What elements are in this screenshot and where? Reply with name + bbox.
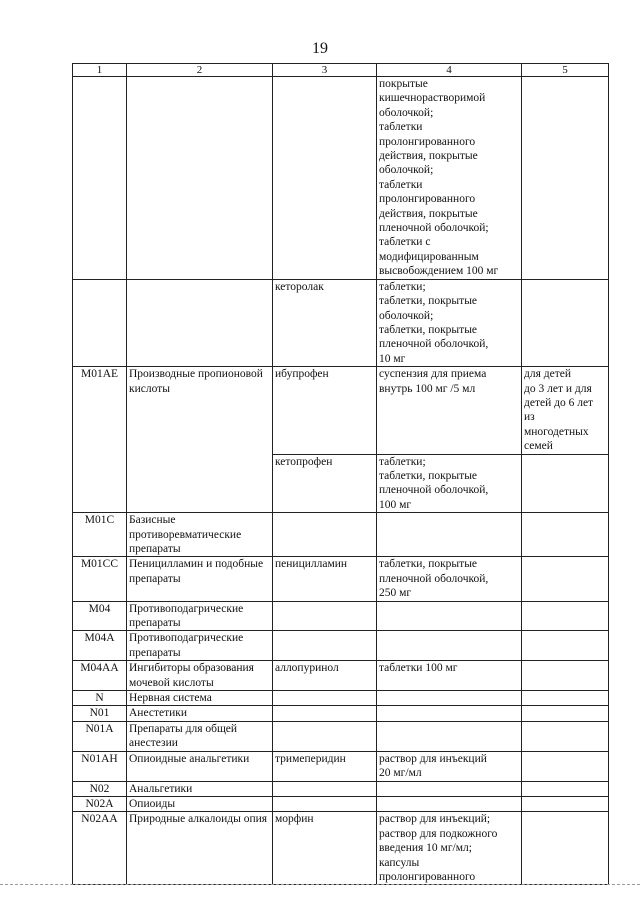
dosage-form-cell: раствор для инъекций; раствор для подкожного введения 10 мг/мл; капсулы пролонгированного xyxy=(377,812,522,885)
table-row xyxy=(73,796,609,811)
note-cell xyxy=(522,751,609,781)
dosage-form-cell xyxy=(377,691,522,706)
atc-code-cell: N02 xyxy=(73,781,127,796)
note-cell xyxy=(522,601,609,631)
table-row xyxy=(73,691,609,706)
table-row xyxy=(73,77,609,280)
group-name-cell: Анальгетики xyxy=(127,781,273,796)
group-name-cell: Опиоиды xyxy=(127,796,273,811)
note-cell xyxy=(522,781,609,796)
atc-code-cell: N01 xyxy=(73,706,127,721)
table-row xyxy=(73,706,609,721)
table-row xyxy=(73,367,609,454)
atc-code-cell: N xyxy=(73,691,127,706)
atc-code-cell: N02A xyxy=(73,796,127,811)
note-cell xyxy=(522,661,609,691)
group-name-cell: Препараты для общей анестезии xyxy=(127,721,273,751)
group-name-cell: Противоподагрические препараты xyxy=(127,601,273,631)
atc-code-cell: М04АА xyxy=(73,661,127,691)
note-cell xyxy=(522,721,609,751)
dosage-form-cell: таблетки 100 мг xyxy=(377,661,522,691)
note-cell xyxy=(522,454,609,513)
dosage-form-cell: суспензия для приема внутрь 100 мг /5 мл xyxy=(377,367,522,454)
table-row xyxy=(73,279,609,366)
table-row xyxy=(73,661,609,691)
note-cell xyxy=(522,513,609,557)
scan-edge-line xyxy=(0,884,640,886)
table-row xyxy=(73,557,609,601)
drug-name-cell xyxy=(273,691,377,706)
drug-table xyxy=(72,63,609,885)
drug-name-cell xyxy=(273,796,377,811)
note-cell xyxy=(522,279,609,366)
drug-name-cell: кетопрофен xyxy=(273,454,377,513)
group-name-cell xyxy=(127,279,273,366)
group-name-cell: Анестетики xyxy=(127,706,273,721)
drug-name-cell: кеторолак xyxy=(273,279,377,366)
group-name-cell xyxy=(127,77,273,280)
drug-name-cell xyxy=(273,721,377,751)
table-row xyxy=(73,513,609,557)
group-name-cell: Противоподагрические препараты xyxy=(127,631,273,661)
dosage-form-cell xyxy=(377,706,522,721)
drug-name-cell xyxy=(273,77,377,280)
drug-name-cell xyxy=(273,781,377,796)
drug-name-cell: морфин xyxy=(273,812,377,885)
note-cell xyxy=(522,77,609,280)
atc-code-cell: М01СС xyxy=(73,557,127,601)
drug-name-cell xyxy=(273,601,377,631)
dosage-form-cell xyxy=(377,601,522,631)
atc-code-cell xyxy=(73,77,127,280)
group-name-cell: Базисные противоревматические препараты xyxy=(127,513,273,557)
dosage-form-cell xyxy=(377,513,522,557)
note-cell xyxy=(522,706,609,721)
table-row xyxy=(73,721,609,751)
group-name-cell: Пеницилламин и подобные препараты xyxy=(127,557,273,601)
dosage-form-cell: покрытые кишечнорастворимой оболочкой; таблетки пролонгированного действия, покрытые оболочкой; таблетки пролонгированного действия, покрытые пленочной оболочкой; таблетки с модифицированным высвобождением 100 мг xyxy=(377,77,522,280)
group-name-cell: Ингибиторы образования мочевой кислоты xyxy=(127,661,273,691)
drug-name-cell: аллопуринол xyxy=(273,661,377,691)
table-row xyxy=(73,781,609,796)
dosage-form-cell xyxy=(377,781,522,796)
group-name-cell: Опиоидные анальгетики xyxy=(127,751,273,781)
dosage-form-cell: раствор для инъекций 20 мг/мл xyxy=(377,751,522,781)
column-header: 5 xyxy=(522,64,609,77)
atc-code-cell: М04 xyxy=(73,601,127,631)
dosage-form-cell xyxy=(377,721,522,751)
atc-code-cell: М01АЕ xyxy=(73,367,127,513)
atc-code-cell xyxy=(73,279,127,366)
note-cell xyxy=(522,557,609,601)
page-number: 19 xyxy=(312,40,328,57)
group-name-cell: Природные алкалоиды опия xyxy=(127,812,273,885)
atc-code-cell: N01A xyxy=(73,721,127,751)
drug-name-cell: тримеперидин xyxy=(273,751,377,781)
column-header: 2 xyxy=(127,64,273,77)
note-cell xyxy=(522,631,609,661)
dosage-form-cell: таблетки, покрытые пленочной оболочкой, 250 мг xyxy=(377,557,522,601)
column-header: 4 xyxy=(377,64,522,77)
dosage-form-cell: таблетки; таблетки, покрытые пленочной оболочкой, 100 мг xyxy=(377,454,522,513)
drug-name-cell: пеницилламин xyxy=(273,557,377,601)
note-cell xyxy=(522,691,609,706)
table-row xyxy=(73,631,609,661)
table-header-row xyxy=(73,64,609,77)
dosage-form-cell: таблетки; таблетки, покрытые оболочкой; таблетки, покрытые пленочной оболочкой, 10 мг xyxy=(377,279,522,366)
note-cell xyxy=(522,796,609,811)
dosage-form-cell xyxy=(377,631,522,661)
atc-code-cell: М01С xyxy=(73,513,127,557)
dosage-form-cell xyxy=(377,796,522,811)
table-row xyxy=(73,601,609,631)
atc-code-cell: N02AA xyxy=(73,812,127,885)
column-header: 3 xyxy=(273,64,377,77)
drug-name-cell: ибупрофен xyxy=(273,367,377,454)
drug-name-cell xyxy=(273,706,377,721)
atc-code-cell: N01AH xyxy=(73,751,127,781)
table-row xyxy=(73,812,609,885)
group-name-cell: Нервная система xyxy=(127,691,273,706)
group-name-cell: Производные пропионовой кислоты xyxy=(127,367,273,513)
atc-code-cell: М04А xyxy=(73,631,127,661)
note-cell xyxy=(522,812,609,885)
table-row xyxy=(73,751,609,781)
drug-name-cell xyxy=(273,513,377,557)
column-header: 1 xyxy=(73,64,127,77)
drug-name-cell xyxy=(273,631,377,661)
note-cell: для детей до 3 лет и для детей до 6 лет из многодетных семей xyxy=(522,367,609,454)
